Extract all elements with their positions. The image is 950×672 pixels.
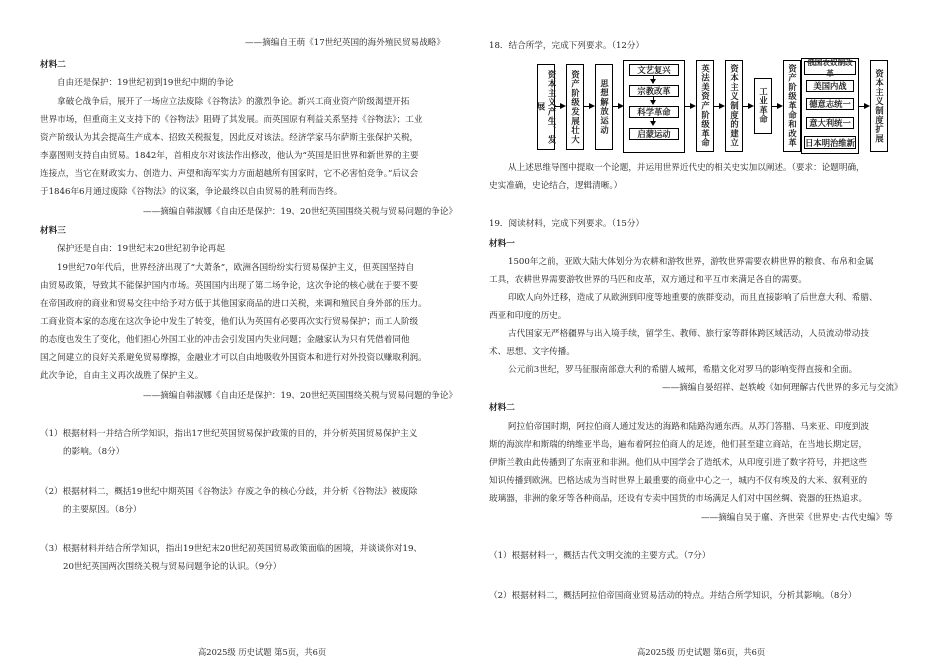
paragraph-line: 印欧人向外迁移，造成了从欧洲到印度等地重要的族群变动，而且直接影响了后世意大利、希腊、 [508, 293, 878, 303]
arrow [555, 106, 563, 107]
paragraph-line: 知识传播到欧洲。巴格达成为当时世界上最重要的商业中心之一，城内不仅有埃及的大米、叙利亚的 [489, 476, 868, 486]
question-19-1: （1）根据材料一，概括古代文明交流的主要方式。（7分） [489, 551, 711, 561]
material-2-title: 材料二 [40, 60, 66, 70]
paragraph-line: 在帝国政府的商业和贸易交往中给予对方低于其他国家商品的进口关税，来调和殖民自身外部的压力。 [40, 299, 427, 309]
question-3: （3）根据材料并结合所学知识，指出19世纪末20世纪初英国贸易政策面临的困境，并谈谈你对19、 [40, 544, 423, 554]
question-2: （2）根据材料二，概括19世纪中期英国《谷物法》存废之争的核心分歧，并分析《谷物法》被废除 [40, 487, 418, 497]
paragraph-line: 阿拉伯帝国时期，阿拉伯商人通过发达的海路和陆路沟通东西。从苏门答腊、马来亚、印度到波 [508, 422, 869, 432]
paragraph-line: 工商业资本家的态度在这次争论中发生了转变，他们认为英国有必要再次实行贸易保护；而工人阶级 [40, 317, 419, 327]
question-2-cont: 的主要原因。（8分） [63, 505, 142, 515]
sub-german-unification: 德意志统一 [806, 98, 854, 110]
question-18-line: 史实准确，史论结合，逻辑清晰。） [489, 181, 623, 191]
box-enlightenment-movement: 思想解放运动 [595, 64, 613, 150]
question-1-cont: 的影响。（8分） [63, 447, 125, 457]
paragraph-line: 国之间建立的良好关系避免贸易摩擦，金融业才可以自由地吸收外国资本和进行对外投资以赚取利润。 [40, 353, 427, 363]
box-capitalism-expansion: 资本主义制度扩展 [870, 60, 888, 152]
material-3-heading: 保护还是自由：19世纪末20世纪初争论再起 [57, 244, 225, 254]
paragraph-line: 世界市场，但重商主义支持下的《谷物法》阻碍了其发展。而英国原有利益关系坚持《谷物法》；工业 [40, 115, 423, 125]
paragraph-line: 公元前3世纪，罗马征服南部意大利的希腊人城邦，希腊文化对罗马的影响变得直接和全面。 [508, 365, 858, 375]
box-bourgeoisie-grow: 资产阶级发展壮大 [566, 64, 584, 150]
paragraph-line: 拿破仑战争后，展开了一场应立法废除《谷物法》的激烈争论。新兴工商业资产阶级渴望开拓 [57, 97, 410, 107]
paragraph-line: 工具，农耕世界需要游牧世界的马匹和皮革，双方通过和平互市来满足各自的需要。 [489, 275, 807, 285]
paragraph-line: 此次争论，自由主义再次战胜了保护主义。 [40, 371, 204, 381]
sub-enlightenment: 启蒙运动 [629, 128, 679, 140]
mind-map-diagram [475, 0, 950, 160]
arrow [772, 106, 780, 107]
box-capitalism-rise: 资本主义产生、发展 [537, 64, 555, 150]
paragraph-line: 19世纪70年代后，世界经济出现了“大萧条”，欧洲各国纷纷实行贸易保护主义，但英国坚持自 [57, 263, 415, 273]
paragraph-line: 于1846年6月通过废除《谷物法》的议案，争论最终以自由贸易的胜利而告终。 [40, 187, 343, 197]
box-industrial-revolution: 工业革命 [754, 78, 772, 134]
source-line: ——摘编自晏绍祥、赵轶峻《如何理解古代世界的多元与交流》 [662, 383, 903, 393]
paragraph-line: 玻璃器，非洲的象牙等各种商品，还设有专卖中国货的市场满足人们对中国丝绸、瓷器的狂热追求。 [489, 494, 868, 504]
arrow-down [653, 118, 654, 123]
sub-meiji-restoration: 日本明治维新 [805, 137, 855, 148]
arrow-down [653, 97, 654, 102]
arrow [714, 106, 722, 107]
paragraph-line: 资产阶级认为其会提高生产成本、招致关税报复，因此反对该法。经济学家马尔萨斯主张保护关税， [40, 133, 419, 143]
arrow-down [653, 76, 654, 81]
material-1-title: 材料一 [489, 239, 515, 249]
arrow [584, 106, 592, 107]
source-line: ——摘编自韩淑娜《自由还是保护：19、20世纪英国围绕关税与贸易问题的争论》 [143, 207, 458, 217]
page-footer: 高2025级 历史试题 第5页，共6页 [198, 647, 327, 657]
paragraph-line: 伊斯兰教由此传播到了东南亚和非洲。他们从中国学会了造纸术，从印度引进了数字符号，并把这些 [489, 458, 868, 468]
arrow [743, 106, 751, 107]
question-1: （1）根据材料一并结合所学知识，指出17世纪英国贸易保护政策的目的，并分析英国贸易保护主义 [40, 429, 418, 439]
question-18-title: 18．结合所学，完成下列要求。（12分） [489, 41, 645, 51]
arrow [613, 106, 621, 107]
paragraph-line: 连接点，当它在财政实力、创造力、声望和海军实力方面超越所有国家时，它不必害怕竞争。”后议会 [40, 169, 419, 179]
material-2-title: 材料二 [489, 403, 515, 413]
paragraph-line: 1500年之前，亚欧大陆大体划分为农耕和游牧世界，游牧世界需要农耕世界的粮食、布帛和金属 [508, 257, 874, 267]
paragraph-line: 古代国家无严格疆界与出入境手续，留学生、教师、旅行家等群体跨区域活动，人员流动带动技 [508, 329, 869, 339]
sub-russia-reform: 俄国农奴制改革 [804, 61, 856, 75]
page-footer: 高2025级 历史试题 第6页，共6页 [637, 647, 766, 657]
question-3-cont: 20世纪英国两次围绕关税与贸易问题争论的认识。（9分） [63, 562, 282, 572]
paragraph-line: 的态度也发生了变化，他们担心外国工业的冲击会引发国内失业问题；金融家认为只有凭借着同他 [40, 335, 410, 345]
material-2-heading: 自由还是保护：19世纪初到19世纪中期的争论 [57, 78, 234, 88]
page-6 [475, 0, 950, 672]
paragraph-line: 由贸易政策，导致其不能保护国内市场。英国国内出现了第二场争论，这次争论的核心就在于要不要 [40, 281, 419, 291]
source-line: ——摘编自王萌《17世纪英国的海外殖民贸易战略》 [245, 38, 445, 48]
box-revolution-reform: 资产阶级革命和改革 [783, 60, 801, 152]
box-capitalist-system: 资本主义制度的建立 [725, 60, 743, 152]
material-3-title: 材料三 [40, 226, 66, 236]
arrow [685, 106, 693, 107]
arrow [859, 106, 867, 107]
box-bourgeois-revolutions: 英法美资产阶级革命 [696, 60, 714, 152]
paragraph-line: 李嘉图则支持自由贸易。1842年，首相皮尔对该法作出修改，他认为“英国是旧世界和新世界的主要 [40, 151, 419, 161]
sub-american-civil-war: 美国内战 [806, 80, 854, 92]
sub-reformation: 宗教改革 [629, 85, 679, 97]
sub-renaissance: 文艺复兴 [629, 64, 679, 76]
source-line: ——摘编自韩淑娜《自由还是保护：19、20世纪英国围绕关税与贸易问题的争论》 [143, 391, 458, 401]
sub-italian-unification: 意大利统一 [806, 117, 854, 129]
paragraph-line: 术、思想、文字传播。 [489, 347, 575, 357]
question-18-line: 从上述思维导图中提取一个论题，并运用世界近代史的相关史实加以阐述。（要求：论题明确， [508, 163, 865, 173]
paragraph-line: 斯的海滨岸和斯瑞的纳维亚半岛，遍布着阿拉伯商人的足迹，他们甚至建立商站，在当地长期定居， [489, 440, 868, 450]
source-line: ——摘编自吴于廑、齐世荣《世界史·古代史编》等 [701, 513, 893, 523]
question-19-title: 19．阅读材料，完成下列要求。（15分） [489, 219, 645, 229]
question-19-2: （2）根据材料二，概括阿拉伯帝国商业贸易活动的特点。并结合所学知识，分析其影响。（8分） [489, 591, 857, 601]
sub-scientific-revolution: 科学革命 [629, 106, 679, 118]
paragraph-line: 西亚和印度的历史。 [489, 311, 567, 321]
